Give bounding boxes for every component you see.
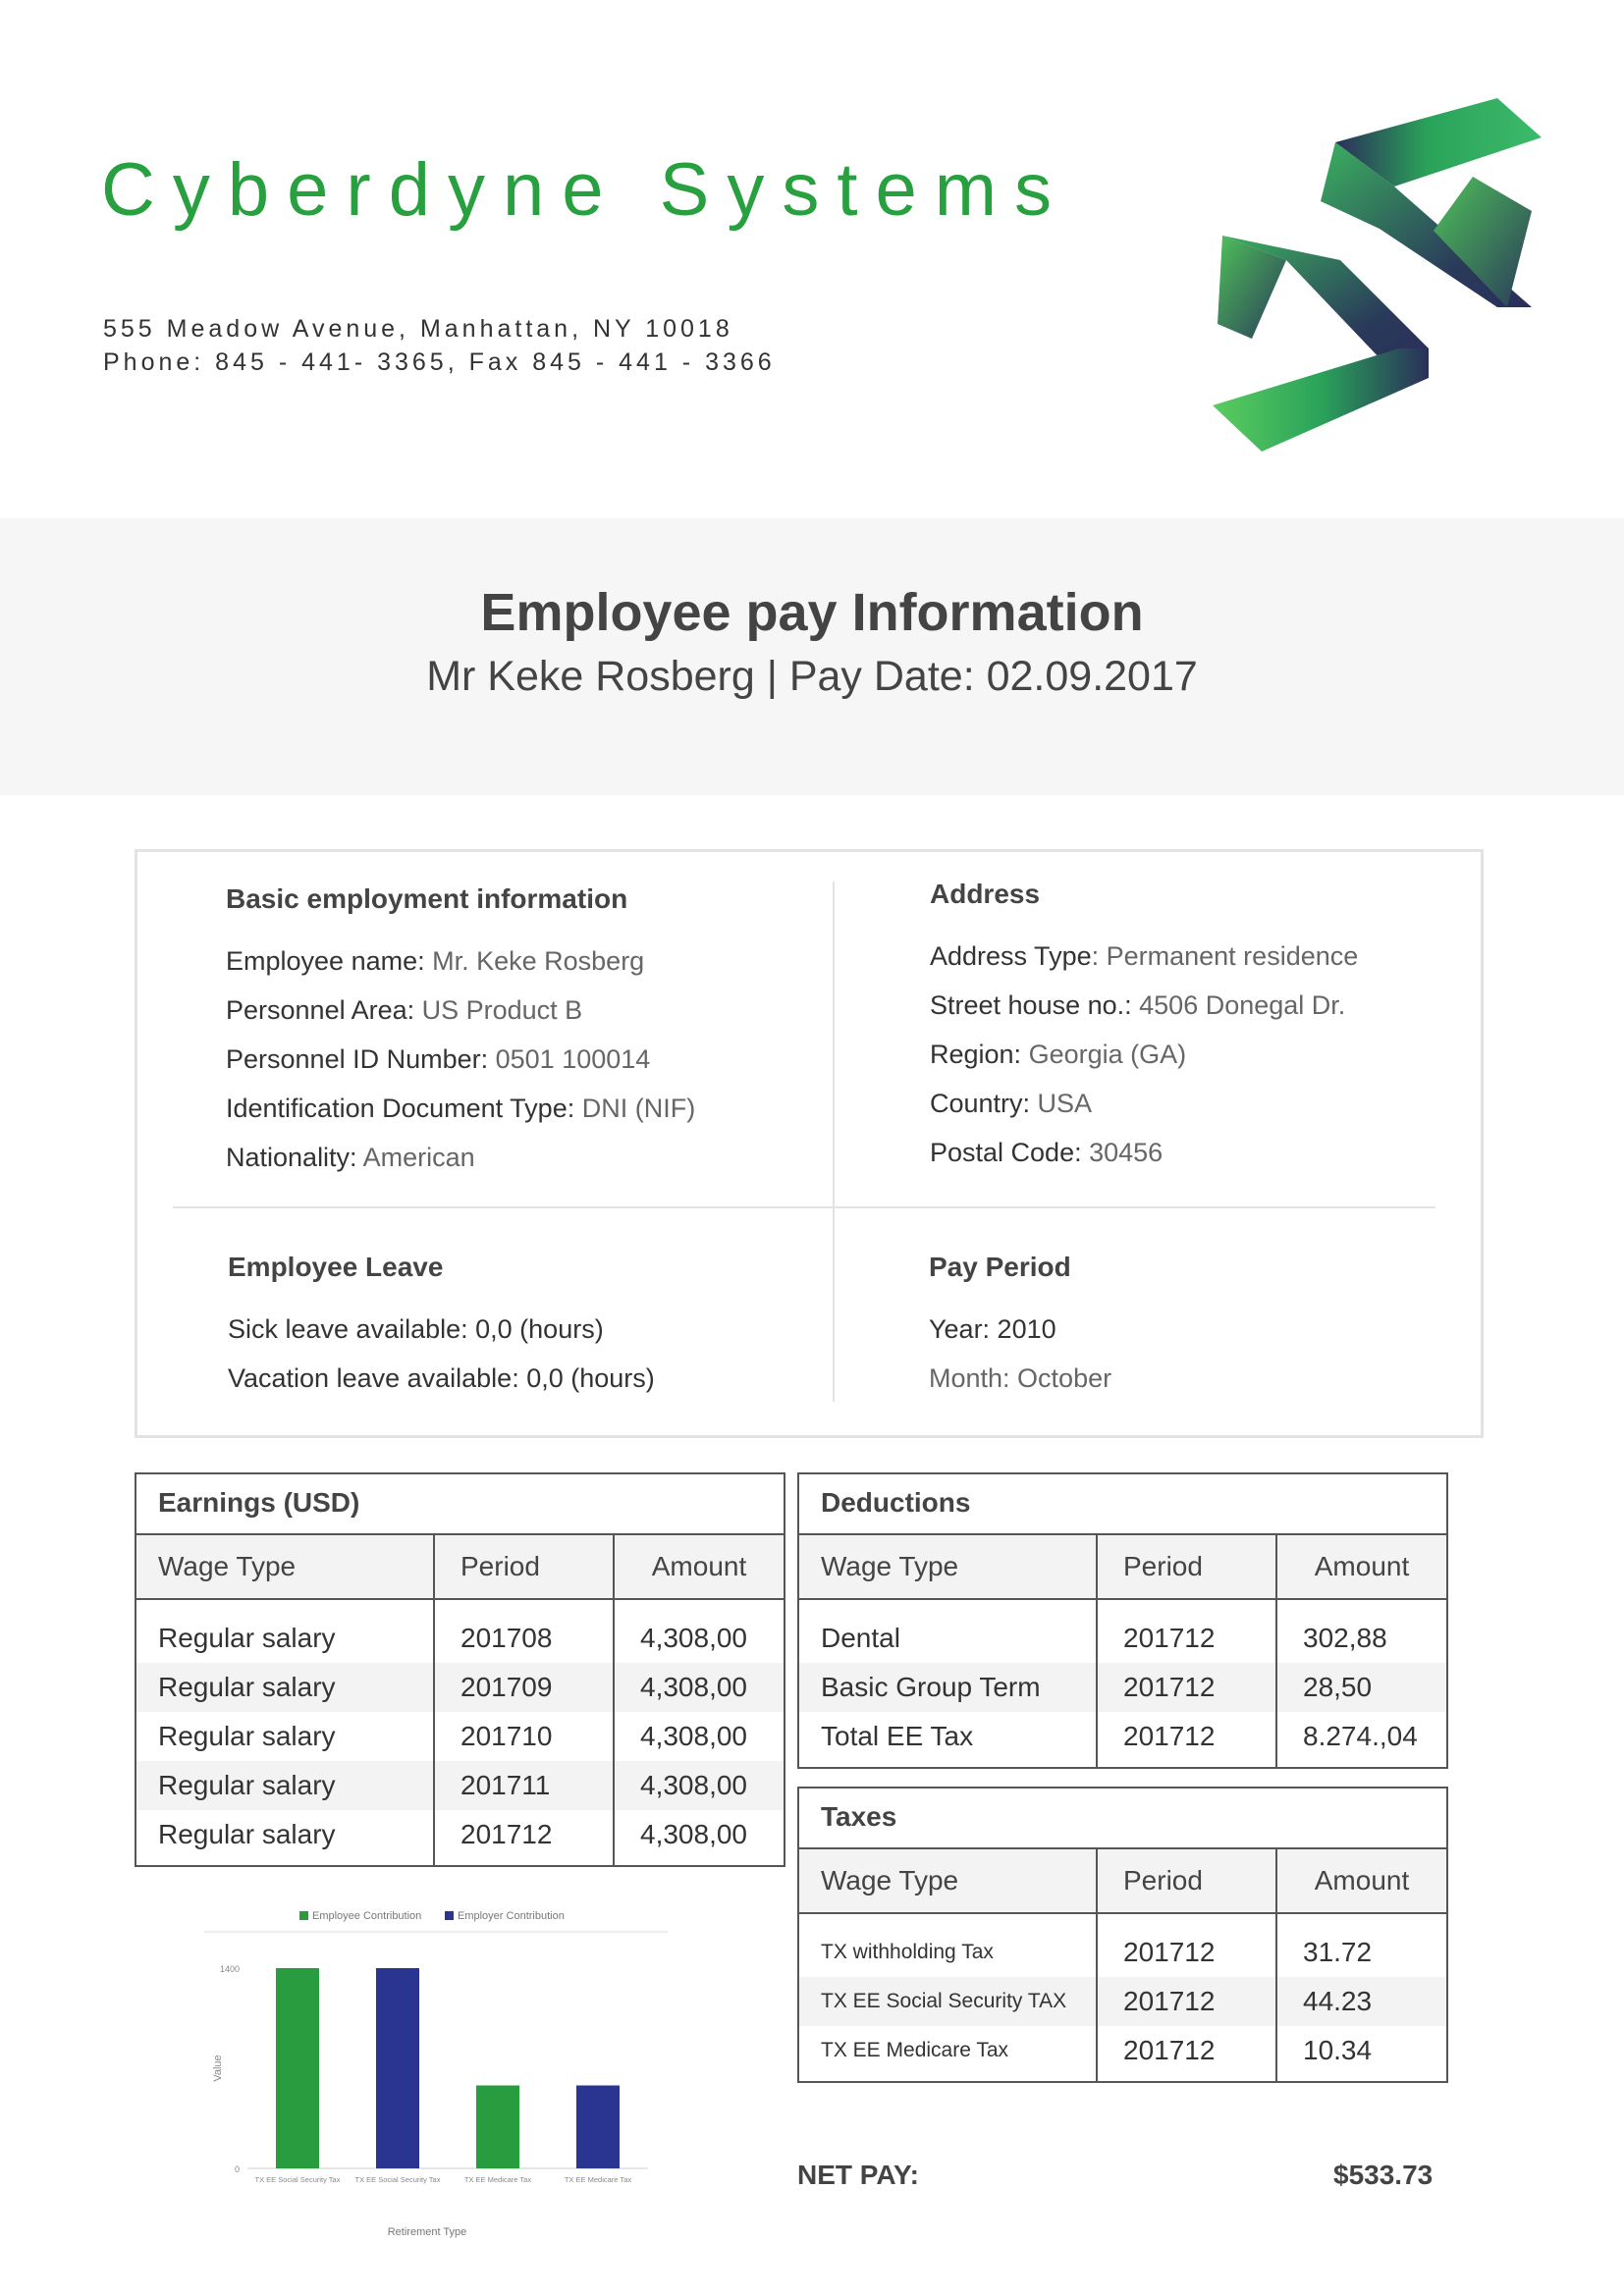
address-info-row xyxy=(930,1128,1358,1177)
table-cell: Dental xyxy=(821,1623,900,1653)
y-axis-label: Value xyxy=(212,2055,224,2082)
address-info-row xyxy=(930,981,1358,1030)
chart-bar xyxy=(376,1968,419,2168)
table-cell: 8.274.,04 xyxy=(1303,1721,1418,1751)
x-axis-label: Retirement Type xyxy=(387,2226,467,2238)
table-row xyxy=(136,1810,784,1859)
earnings-header-cell: Amount xyxy=(651,1551,747,1581)
company-name: Cyberdyne Systems xyxy=(101,148,1070,232)
table-cell: 201712 xyxy=(1123,2035,1216,2065)
table-cell: 201708 xyxy=(460,1623,553,1653)
earnings-header-cell: Period xyxy=(460,1551,540,1581)
table-row xyxy=(136,1663,784,1712)
basic-employment-title: Basic employment information xyxy=(226,883,628,914)
address-info-value: Georgia (GA) xyxy=(1021,1040,1187,1069)
pay-period-month: Month: October xyxy=(929,1363,1112,1393)
basic-info-row xyxy=(226,1035,695,1084)
basic-info-value: DNI (NIF) xyxy=(574,1094,696,1123)
column-divider xyxy=(1096,1535,1098,1767)
employee-leave-section xyxy=(228,1252,655,1403)
taxes-header-cell: Wage Type xyxy=(821,1865,959,1896)
sick-leave: Sick leave available: 0,0 (hours) xyxy=(228,1314,604,1344)
basic-info-row xyxy=(226,936,695,986)
table-row xyxy=(799,1977,1446,2026)
x-tick-label: TX EE Medicare Tax xyxy=(463,2175,532,2184)
net-pay-label: NET PAY: xyxy=(797,2160,919,2190)
table-cell: Basic Group Term xyxy=(821,1672,1041,1702)
table-cell: Regular salary xyxy=(158,1672,336,1702)
address-line-2: Phone: 845 - 441- 3365, Fax 845 - 441 - 3366 xyxy=(103,348,776,376)
chart-bar xyxy=(476,2085,519,2168)
basic-info-row xyxy=(226,986,695,1035)
table-cell: TX EE Social Security TAX xyxy=(821,1990,1067,2012)
page-title: Employee pay Information xyxy=(480,583,1144,642)
taxes-header-cell: Amount xyxy=(1314,1865,1410,1896)
basic-info-label: Personnel ID Number: xyxy=(226,1044,489,1074)
y-tick-label: 1400 xyxy=(219,1964,240,1974)
table-row xyxy=(799,1663,1446,1712)
table-cell: 201712 xyxy=(1123,1672,1216,1702)
earnings-title: Earnings (USD) xyxy=(136,1474,784,1535)
table-cell: 44.23 xyxy=(1303,1986,1373,2016)
table-cell: 4,308,00 xyxy=(640,1672,747,1702)
table-cell: 4,308,00 xyxy=(640,1721,747,1751)
x-tick-label: TX EE Social Security Tax xyxy=(254,2175,341,2184)
retirement-contribution-chart xyxy=(196,1899,687,2253)
table-cell: Regular salary xyxy=(158,1721,336,1751)
info-horizontal-divider xyxy=(173,1206,1435,1208)
basic-info-value: American xyxy=(356,1143,475,1172)
basic-info-label: Nationality: xyxy=(226,1143,357,1172)
column-divider xyxy=(1275,1849,1277,2081)
legend-label: Employer Contribution xyxy=(458,1910,565,1922)
chart-bar xyxy=(576,2085,620,2168)
table-cell: 4,308,00 xyxy=(640,1819,747,1849)
table-row xyxy=(136,1712,784,1761)
earnings-header-cell: Wage Type xyxy=(158,1551,297,1581)
table-cell: Total EE Tax xyxy=(821,1721,974,1751)
company-logo xyxy=(1193,93,1556,456)
basic-info-label: Identification Document Type: xyxy=(226,1094,575,1123)
info-vertical-divider xyxy=(833,881,835,1402)
basic-info-row xyxy=(226,1133,695,1182)
taxes-header xyxy=(799,1849,1446,1914)
column-divider xyxy=(1275,1535,1277,1767)
basic-info-label: Personnel Area: xyxy=(226,995,415,1025)
taxes-header-cell: Period xyxy=(1123,1865,1203,1896)
table-row xyxy=(136,1614,784,1663)
address-info-label: Country: xyxy=(930,1089,1031,1118)
y-tick-label: 0 xyxy=(234,2164,240,2174)
page-subtitle: Mr Keke Rosberg | Pay Date: 02.09.2017 xyxy=(426,653,1198,700)
table-cell: 4,308,00 xyxy=(640,1623,747,1653)
table-cell: 4,308,00 xyxy=(640,1770,747,1800)
address-section xyxy=(930,879,1358,1177)
address-info-value: : Permanent residence xyxy=(1091,941,1359,971)
legend-label: Employee Contribution xyxy=(312,1910,422,1922)
column-divider xyxy=(613,1535,615,1865)
basic-info-row xyxy=(226,1084,695,1133)
address-info-row xyxy=(930,932,1358,981)
company-address xyxy=(103,312,776,379)
address-info-value: 30456 xyxy=(1081,1138,1164,1167)
address-info-value: USA xyxy=(1030,1089,1093,1118)
deductions-table xyxy=(797,1472,1448,1769)
basic-info-value: US Product B xyxy=(414,995,583,1025)
taxes-table xyxy=(797,1787,1448,2083)
table-row xyxy=(136,1761,784,1810)
chart-bar xyxy=(276,1968,319,2168)
table-row xyxy=(799,1614,1446,1663)
address-info-row xyxy=(930,1030,1358,1079)
table-cell: 201712 xyxy=(1123,1937,1216,1967)
address-info-value: 4506 Donegal Dr. xyxy=(1131,990,1346,1020)
address-title: Address xyxy=(930,879,1041,909)
deductions-header-cell: Period xyxy=(1123,1551,1203,1581)
earnings-header xyxy=(136,1535,784,1600)
table-cell: 201712 xyxy=(1123,1623,1216,1653)
address-info-label: Region: xyxy=(930,1040,1022,1069)
address-info-label: Street house no.: xyxy=(930,990,1132,1020)
deductions-title: Deductions xyxy=(799,1474,1446,1535)
table-row xyxy=(799,1712,1446,1761)
table-cell: 201712 xyxy=(460,1819,553,1849)
basic-info-value: 0501 100014 xyxy=(488,1044,651,1074)
x-tick-label: TX EE Medicare Tax xyxy=(564,2175,632,2184)
deductions-header xyxy=(799,1535,1446,1600)
table-cell: 201710 xyxy=(460,1721,553,1751)
taxes-title: Taxes xyxy=(799,1789,1446,1849)
deductions-header-cell: Amount xyxy=(1314,1551,1410,1581)
table-cell: 302,88 xyxy=(1303,1623,1387,1653)
address-line-1: 555 Meadow Avenue, Manhattan, NY 10018 xyxy=(103,315,733,343)
table-cell: Regular salary xyxy=(158,1770,336,1800)
column-divider xyxy=(1096,1849,1098,2081)
address-info-label: Postal Code: xyxy=(930,1138,1082,1167)
pay-period-section xyxy=(929,1252,1111,1403)
basic-info-value: Mr. Keke Rosberg xyxy=(424,946,645,976)
table-cell: 28,50 xyxy=(1303,1672,1373,1702)
table-cell: Regular salary xyxy=(158,1623,336,1653)
pay-period-year: Year: 2010 xyxy=(929,1314,1056,1344)
table-cell: TX EE Medicare Tax xyxy=(821,2039,1009,2061)
x-tick-label: TX EE Social Security Tax xyxy=(354,2175,441,2184)
table-row xyxy=(799,2026,1446,2075)
table-cell: 31.72 xyxy=(1303,1937,1373,1967)
deductions-header-cell: Wage Type xyxy=(821,1551,959,1581)
vacation-leave: Vacation leave available: 0,0 (hours) xyxy=(228,1363,655,1393)
pay-info-banner xyxy=(0,518,1624,795)
address-info-row xyxy=(930,1079,1358,1128)
earnings-table xyxy=(135,1472,785,1867)
table-cell: 201709 xyxy=(460,1672,553,1702)
table-cell: TX withholding Tax xyxy=(821,1941,994,1963)
table-cell: 201711 xyxy=(460,1770,551,1800)
table-cell: Regular salary xyxy=(158,1819,336,1849)
pay-period-title: Pay Period xyxy=(929,1252,1071,1282)
table-cell: 201712 xyxy=(1123,1986,1216,2016)
basic-info-label: Employee name: xyxy=(226,946,425,976)
net-pay-value: $533.73 xyxy=(1333,2160,1434,2190)
basic-employment-section xyxy=(226,883,695,1182)
table-cell: 201712 xyxy=(1123,1721,1216,1751)
legend-swatch xyxy=(445,1911,454,1920)
table-row xyxy=(799,1928,1446,1977)
table-cell: 10.34 xyxy=(1303,2035,1373,2065)
legend-swatch xyxy=(299,1911,308,1920)
column-divider xyxy=(433,1535,435,1865)
address-info-label: Address Type xyxy=(930,941,1092,971)
employee-leave-title: Employee Leave xyxy=(228,1252,444,1282)
